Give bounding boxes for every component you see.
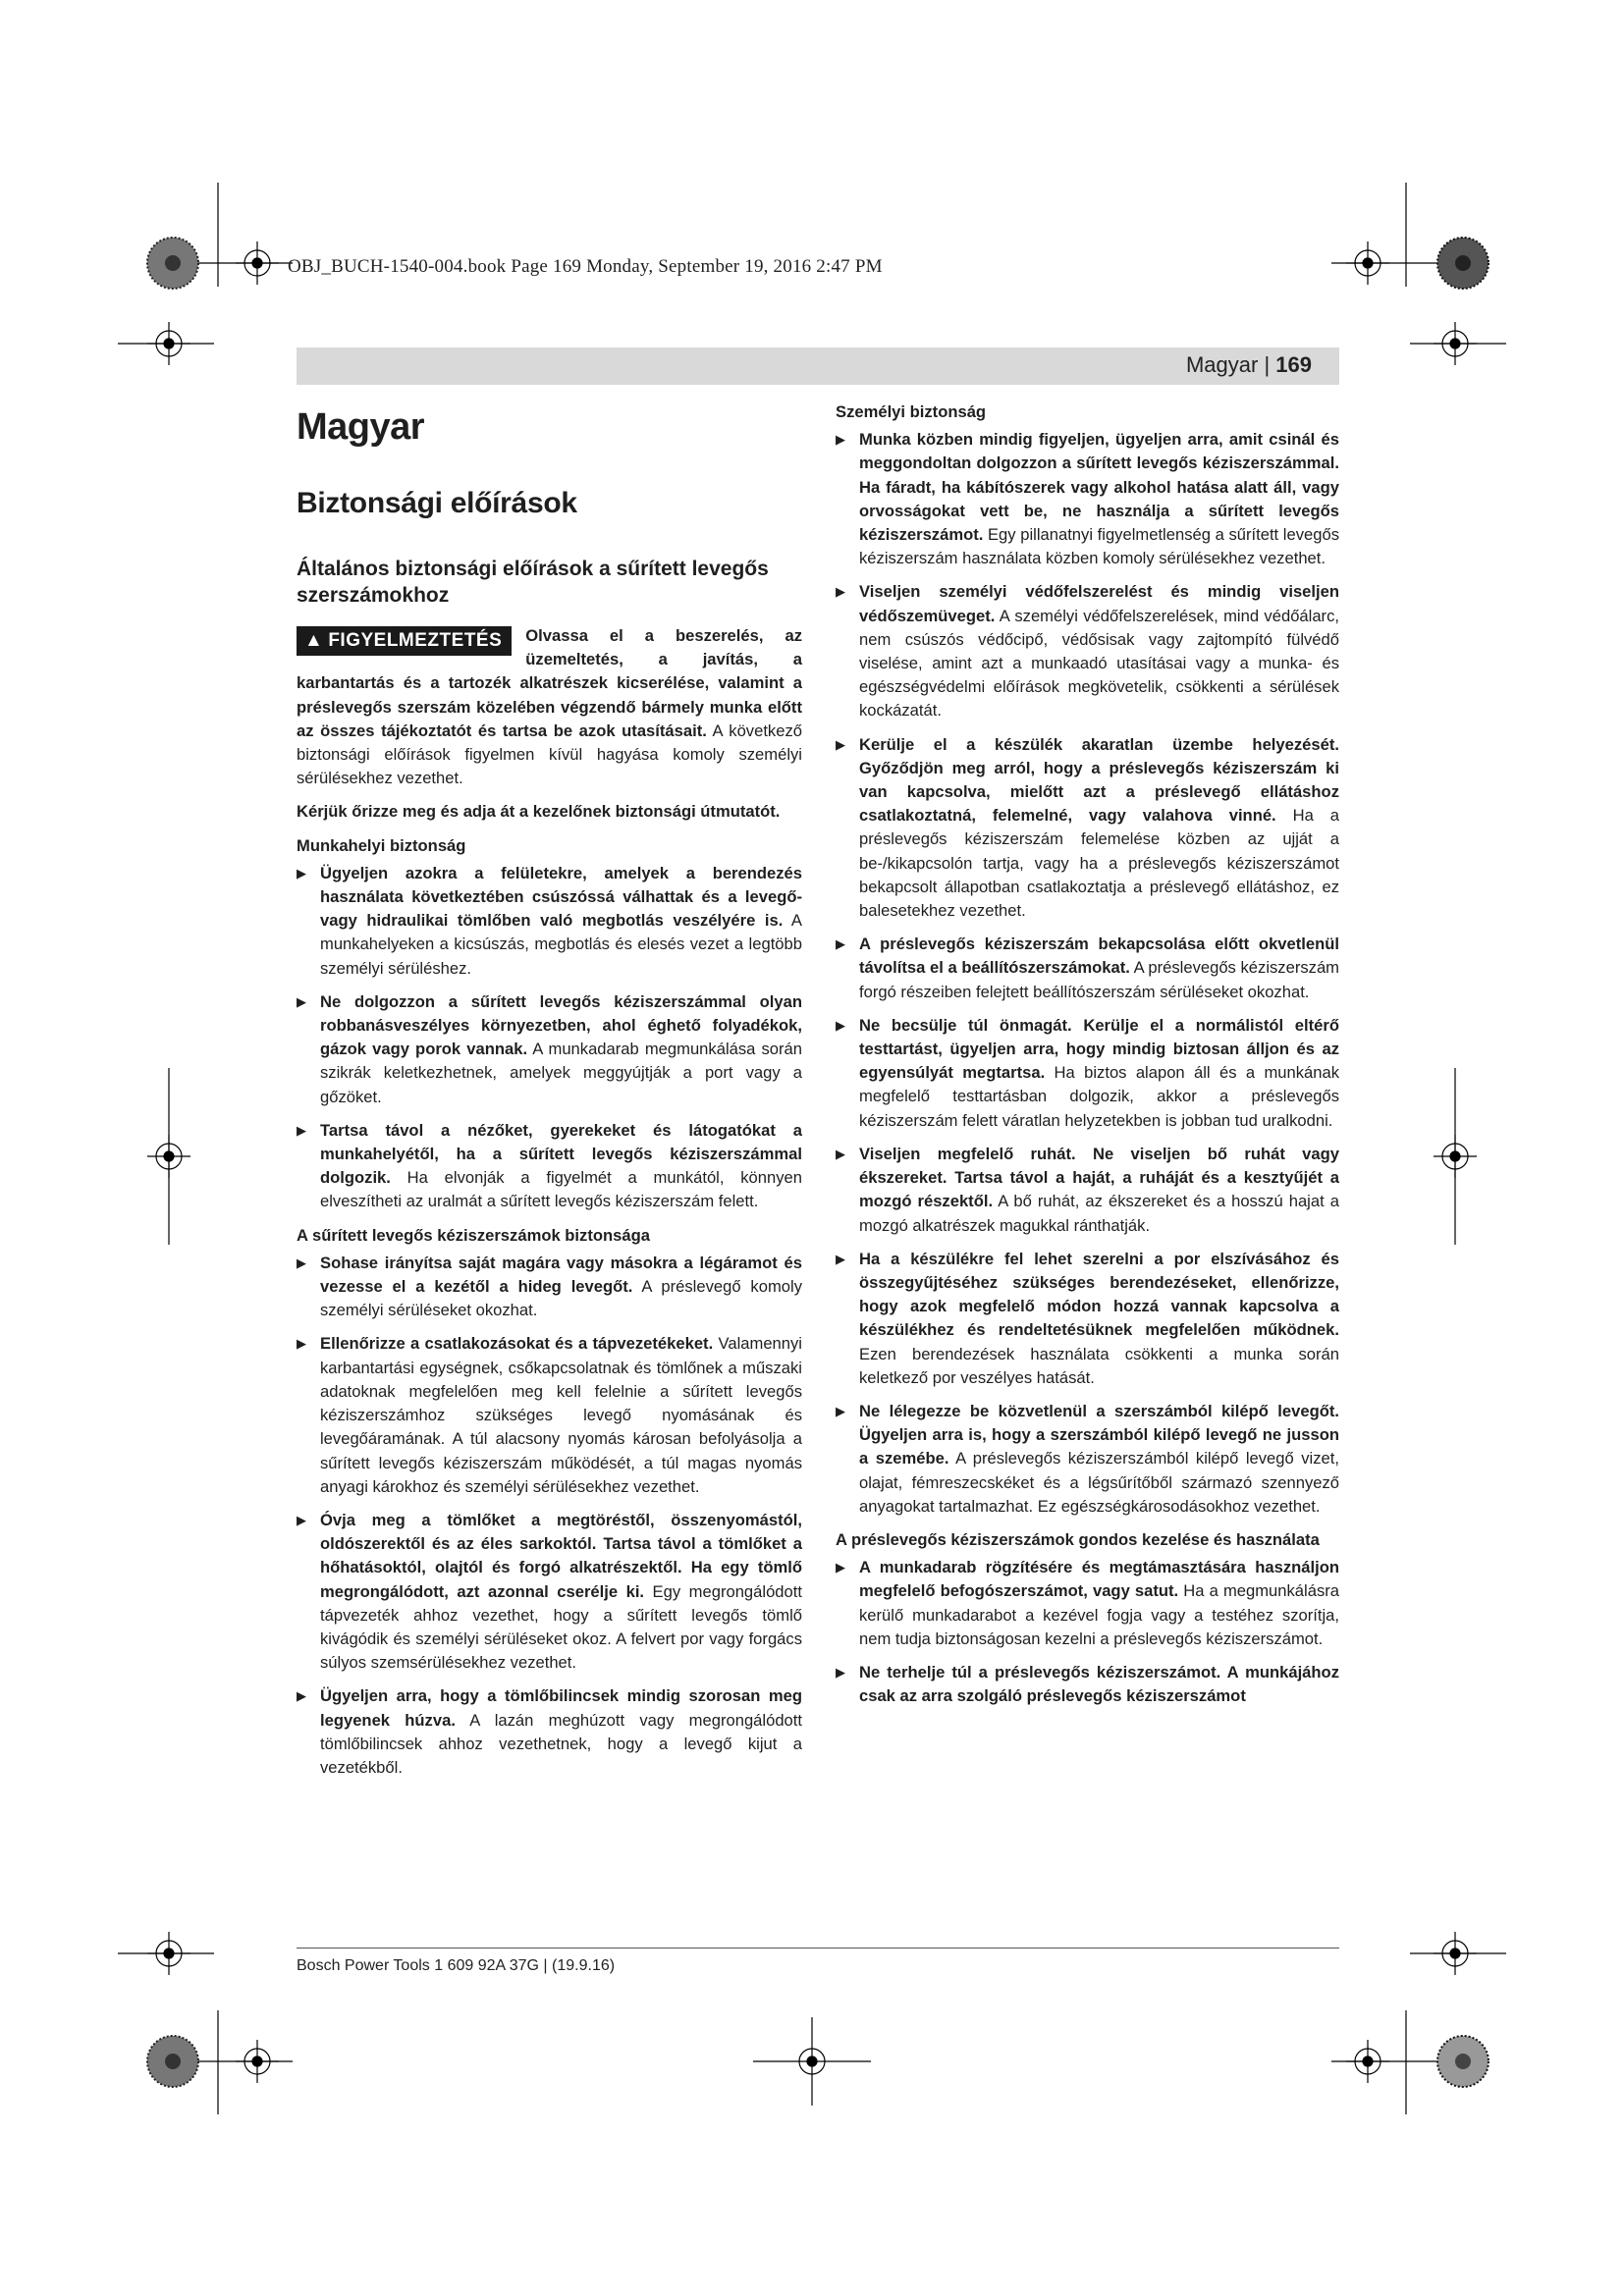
bullet-arrow-icon: ▶ [297,1512,306,1527]
item-body-text: Valamennyi karbantartási egységnek, csőkapcsolatnak és tömlőnek a műszaki adatoknak megfelelően meg kell felelnie a sűrített levegős kéziszerszámhoz szükséges levegő nyomásának és levegőáramának. A túl alacsony nyomás károsan befolyásolja a sűrített levegős kéziszerszám működését, a túl magas nyomás anyagi károkhoz és személyi sérülésekhez vezethet. [320,1334,802,1496]
item-lead-text: Ne becsülje túl önmagát. Kerülje el a normálistól eltérő testtartást, ügyeljen arra, hogy mindig biztosan álljon és az egyensúlyát megtartsa. [859,1015,1339,1083]
warning-badge-label: FIGYELMEZTETÉS [328,630,503,651]
bullet-arrow-icon: ▶ [836,736,845,752]
item-lead-text: Viseljen személyi védőfelszerelést és mindig viseljen védőszemüveget. [859,582,1339,625]
bullet-arrow-icon: ▶ [836,1146,845,1161]
bullet-arrow-icon: ▶ [297,1336,306,1352]
bullet-arrow-icon: ▶ [836,936,845,952]
bullet-arrow-icon: ▶ [297,1688,306,1704]
bullet-arrow-icon: ▶ [836,1403,845,1418]
left-sections [297,834,802,1781]
bullet-arrow-icon: ▶ [836,432,845,448]
item-body-text: Ha biztos alapon áll és a munkának megfelelő testtartásban dolgozik, akkor a préslevegős kéziszerszám felett váratlan helyzetekben is jobban tud uralkodni. [859,1063,1340,1130]
item-body-text: A préslevegő komoly személyi sérüléseket okozhat. [320,1277,802,1320]
item-lead-text: Viseljen megfelelő ruhát. Ne viseljen bő ruhát vagy ékszereket. Tartsa távol a haját, a ruháját és a kesztyűjét a mozgó részektől. [859,1144,1339,1211]
left-column [297,404,802,1789]
item-lead-text: Kerülje el a készülék akaratlan üzembe helyezését. Győződjön meg arról, hogy a préslevegős kéziszerszám ki van kapcsolva, mielőtt azt a préslevegő ellátáshoz csatlakoztatná, felemelné, vagy valahova vinné. [859,734,1339,826]
subsection-heading: A préslevegős kéziszerszámok gondos kezelése és használata [836,1529,1320,1549]
safety-list-item [297,1509,802,1675]
safety-list-item [297,1684,802,1780]
keep-instructions-note: Kérjük őrizze meg és adja át a kezelőnek biztonsági útmutatót. [297,802,781,822]
item-lead-text: A préslevegős kéziszerszám bekapcsolása előtt okvetlenül távolítsa el a beállítószerszámokat. [859,934,1339,978]
bullet-arrow-icon: ▶ [836,1251,845,1266]
safety-list-item [297,862,802,981]
item-body-text: A munkadarab megmunkálása során szikrák keletkezhetnek, amelyek meggyújtják a port vagy a gőzöket. [320,1040,802,1106]
safety-list-item [836,1248,1339,1390]
item-lead-text: Ügyeljen arra, hogy a tömlőbilincsek mindig szorosan meg legyenek húzva. [320,1686,802,1730]
item-lead-text: Tartsa távol a nézőket, gyerekeket és látogatókat a munkahelyétől, ha a sűrített levegős kéziszerszámmal dolgozik. [320,1120,802,1188]
bullet-arrow-icon: ▶ [297,1255,306,1270]
item-body-text: A lazán meghúzott vagy megrongálódott tömlőbilincsek ahhoz vezethetnek, hogy a levegő kijut a vezetékből. [320,1710,802,1777]
subsection-heading: Munkahelyi biztonság [297,835,466,855]
item-lead-text: Ügyeljen azokra a felületekre, amelyek a berendezés használata következtében csúszóssá válhattak és a levegő- vagy hidraulikai tömlőben való megbotlás veszélyére is. [320,863,802,931]
item-body-text: Ha a megmunkálásra kerülő munkadarabot a kezével fogja vagy a testéhez szorítja, nem tudja biztonságosan kezelni a préslevegős kéziszerszámot. [859,1581,1339,1648]
footer-rule [297,1948,1339,1949]
safety-list-item [836,733,1339,924]
running-header [1186,352,1312,378]
item-lead-text: Ne terhelje túl a préslevegős kéziszerszámot. A munkájához csak az arra szolgáló préslevegős kéziszerszámot [859,1662,1339,1706]
item-body-text: Ha elvonják a figyelmét a munkától, könnyen elveszítheti az uralmát a sűrített levegős kéziszerszám felett. [320,1168,802,1211]
item-body-text: A munkahelyeken a kicsúszás, megbotlás és elesés vezet a legtöbb személyi sérüléshez. [320,911,803,978]
page-number: 169 [1275,352,1312,377]
item-body-text: Egy pillanatnyi figyelmetlenség a sűrített levegős kéziszerszám használata közben komoly sérülésekhez vezethet. [859,525,1339,568]
bullet-arrow-icon: ▶ [836,1017,845,1033]
header-separator: | [1258,352,1276,377]
item-body-text: A személyi védőfelszerelések, mind védőálarc, nem csúszós védőcipő, védősisak vagy zajtompító fülvédő viselése, amint azt a munkaadó utasításai vagy a munka- és egészségvédelmi előírások megkövetelik, csökkenti a sérülések kockázatát. [859,606,1339,721]
bullet-arrow-icon: ▶ [836,1560,845,1575]
bullet-arrow-icon: ▶ [836,584,845,600]
item-body-text: A bő ruhát, az ékszereket és a hosszú hajat a mozgó alkatrészek magukkal ránthatják. [859,1192,1339,1235]
footer: Bosch Power Tools 1 609 92A 37G | (19.9.16) [297,1957,616,1974]
warning-bold-text: Olvassa el a beszerelés, az üzemeltetés, a javítás, a karbantartás és a tartozék alkatrészek kicserélése, valamint a préslevegős szerszám közelében végzendő bármely munka előtt az összes tájékoztatót és tartsa be azok utasításait. [297,626,802,740]
bullet-arrow-icon: ▶ [297,993,306,1009]
item-body-text: Ha a préslevegős kéziszerszám felemelése közben az ujját a be-/kikapcsolón tartja, vagy ha a préslevegős kéziszerszámot bekapcsolt állapotban csatlakoztatja a préslevegő ellátáshoz, ez balesetekhez vezethet. [859,806,1339,921]
warning-triangle-icon: ▲ [304,630,324,651]
item-lead-text: Ne dolgozzon a sűrített levegős kéziszerszámmal olyan robbanásveszélyes környezetben, ahol éghető folyadékok, gázok vagy porok vannak. [320,991,802,1059]
safety-list-item [297,990,802,1109]
warning-paragraph [297,624,802,790]
safety-list-item [836,428,1339,570]
safety-list-item [836,1143,1339,1238]
item-lead-text: Sohase irányítsa saját magára vagy másokra a légáramot és vezesse el a kezétől a hideg levegőt. [320,1253,802,1297]
item-lead-text: Ellenőrizze a csatlakozásokat és a tápvezetékeket. [320,1334,714,1354]
item-body-text: A préslevegős kéziszerszám forgó részeiben felejtett beállítószerszám sérüléseket okozhat. [859,958,1339,1001]
safety-list-item [836,1661,1339,1708]
subsection-heading: Személyi biztonság [836,402,987,421]
item-body-text: A préslevegős kéziszerszámból kilépő levegő vizet, olajat, fémreszecskéket és a légsűrítőből származó szennyező anyagokat tartalmazhat. Ez egészségkárosodásokhoz vezethet. [859,1449,1339,1516]
safety-list-item [297,1119,802,1214]
item-lead-text: Ha a készülékre fel lehet szerelni a por elszívásához és összegyűjtéséhez szükséges berendezéseket, ellenőrizze, hogy azok megfelelő módon hozzá vannak kapcsolva a készülékhez és rendeltetésüknek megfelelően működnek. [859,1249,1339,1340]
print-slug: OBJ_BUCH-1540-004.book Page 169 Monday, September 19, 2016 2:47 PM [288,256,883,277]
item-body-text: Egy megrongálódott tápvezeték ahhoz vezethet, hogy a sűrített levegős tömlő kivágódik és személyi sérüléseket okoz. A felvert por vagy forgács súlyos szemsérülésekhez vezethet. [320,1581,802,1673]
item-lead-text: A munkadarab rögzítésére és megtámasztására használjon megfelelő befogószerszámot, vagy satut. [859,1558,1339,1601]
safety-list-item [836,1014,1339,1133]
safety-list-item [297,1252,802,1323]
right-column [836,395,1339,1718]
language-title: Magyar [297,406,425,448]
warning-badge [297,626,512,656]
item-lead-text: Óvja meg a tömlőket a megtöréstől, összenyomástól, oldószerektől és az éles sarkoktól. Tartsa távol a tömlőket a hőhatásoktól, olajtól és forgó alkatrészektől. Ha egy tömlő megrongálódott, azt azonnal cserélje ki. [320,1510,802,1601]
item-body-text: Ezen berendezések használata csökkenti a munka során keletkező por veszélyes hatását. [859,1344,1339,1387]
header-bar [297,347,1339,385]
item-lead-text: Ne lélegezze be közvetlenül a szerszámból kilépő levegőt. Ügyeljen arra is, hogy a szerszámból kilépő levegő ne jusson a szemébe. [859,1401,1339,1468]
safety-list-item [836,580,1339,722]
bullet-arrow-icon: ▶ [297,1122,306,1138]
safety-list-item [836,933,1339,1004]
bullet-arrow-icon: ▶ [297,865,306,881]
bullet-arrow-icon: ▶ [836,1664,845,1680]
subsection-heading: A sűrített levegős kéziszerszámok biztonsága [297,1225,650,1245]
safety-list-item [836,1400,1339,1519]
safety-list-item [297,1332,802,1498]
safety-list-item [836,1556,1339,1651]
section-title: Biztonsági előírások [297,487,577,519]
header-section: Magyar [1185,352,1259,377]
item-lead-text: Munka közben mindig figyeljen, ügyeljen arra, amit csinál és meggondoltan dolgozzon a sűrített levegős kéziszerszámmal. Ha fáradt, ha kábítószerek vagy alkohol hatása alatt áll, vagy orvosságokat vett be, ne használja a sűrített levegős kéziszerszámot. [859,430,1339,545]
subsection-title: Általános biztonsági előírások a sűrített levegős szerszámokhoz [297,558,769,607]
warning-text: A következő biztonsági előírások figyelmen kívül hagyása komoly személyi sérülésekhez vezethet. [297,721,802,788]
right-sections [836,400,1339,1708]
